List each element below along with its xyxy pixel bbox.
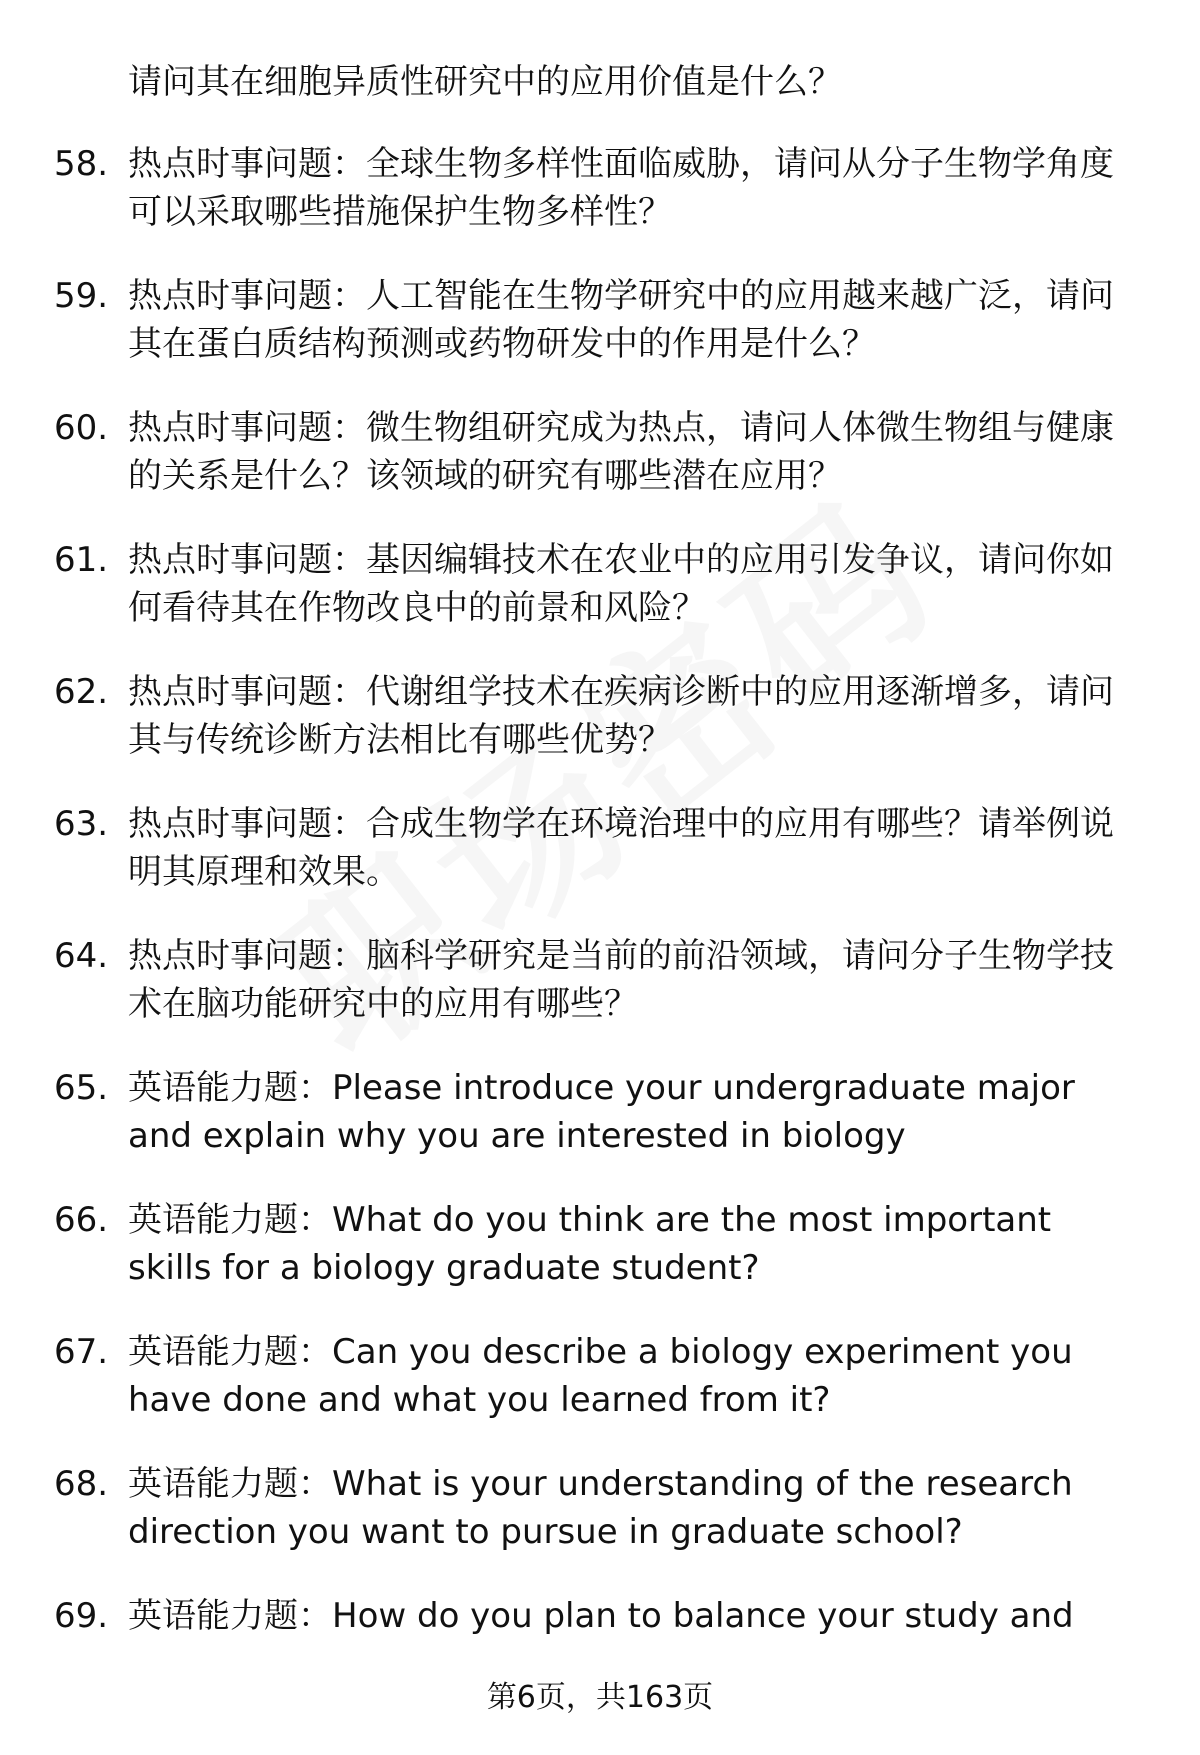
question-list: [54, 140, 1144, 1640]
question-text: 热点时事问题：代谢组学技术在疾病诊断中的应用逐渐增多，请问其与传统诊断方法相比有哪些优势？: [128, 672, 1114, 760]
question-number: 61.: [54, 540, 109, 580]
question-item: [54, 800, 1144, 896]
question-number: 66.: [54, 1200, 109, 1240]
question-item: [54, 932, 1144, 1028]
question-item: [54, 1460, 1144, 1556]
question-item: [54, 272, 1144, 368]
question-text: 热点时事问题：脑科学研究是当前的前沿领域，请问分子生物学技术在脑功能研究中的应用有哪些？: [128, 936, 1114, 1024]
question-number: 68.: [54, 1464, 109, 1504]
question-text: 热点时事问题：人工智能在生物学研究中的应用越来越广泛，请问其在蛋白质结构预测或药物研发中的作用是什么？: [128, 276, 1114, 364]
question-text: 英语能力题：Can you describe a biology experiment you have done and what you learned from it?: [128, 1332, 1073, 1420]
question-item: [54, 140, 1144, 236]
question-number: 58.: [54, 144, 109, 184]
question-text: 英语能力题：What is your understanding of the research direction you want to pursue in graduate school?: [128, 1464, 1073, 1552]
question-number: 69.: [54, 1596, 109, 1636]
question-content: [54, 58, 1144, 1676]
question-item: [54, 1592, 1144, 1640]
question-text: 热点时事问题：微生物组研究成为热点，请问人体微生物组与健康的关系是什么？该领域的研究有哪些潜在应用？: [128, 408, 1114, 496]
question-text: 英语能力题：Please introduce your undergraduate major and explain why you are interested in biology: [128, 1068, 1075, 1156]
question-number: 60.: [54, 408, 109, 448]
page-footer: 第6页，共163页: [486, 1680, 714, 1715]
question-item: [54, 1064, 1144, 1160]
question-text: 英语能力题：What do you think are the most important skills for a biology graduate student?: [128, 1200, 1052, 1288]
question-number: 63.: [54, 804, 109, 844]
question-number: 59.: [54, 276, 109, 316]
question-text: 热点时事问题：基因编辑技术在农业中的应用引发争议，请问你如何看待其在作物改良中的前景和风险？: [128, 540, 1114, 628]
question-number: 65.: [54, 1068, 109, 1108]
question-item: [54, 1328, 1144, 1424]
question-item: [54, 536, 1144, 632]
question-number: 62.: [54, 672, 109, 712]
question-text: 英语能力题：How do you plan to balance your study and: [128, 1596, 1074, 1636]
question-item: [54, 668, 1144, 764]
question-number: 64.: [54, 936, 109, 976]
question-text: 热点时事问题：合成生物学在环境治理中的应用有哪些？请举例说明其原理和效果。: [128, 804, 1114, 892]
question-number: 67.: [54, 1332, 109, 1372]
continued-question-text: 请问其在细胞异质性研究中的应用价值是什么？: [128, 62, 842, 102]
question-item: [54, 1196, 1144, 1292]
question-item: [54, 404, 1144, 500]
question-text: 热点时事问题：全球生物多样性面临威胁，请问从分子生物学角度可以采取哪些措施保护生物多样性？: [128, 144, 1114, 232]
